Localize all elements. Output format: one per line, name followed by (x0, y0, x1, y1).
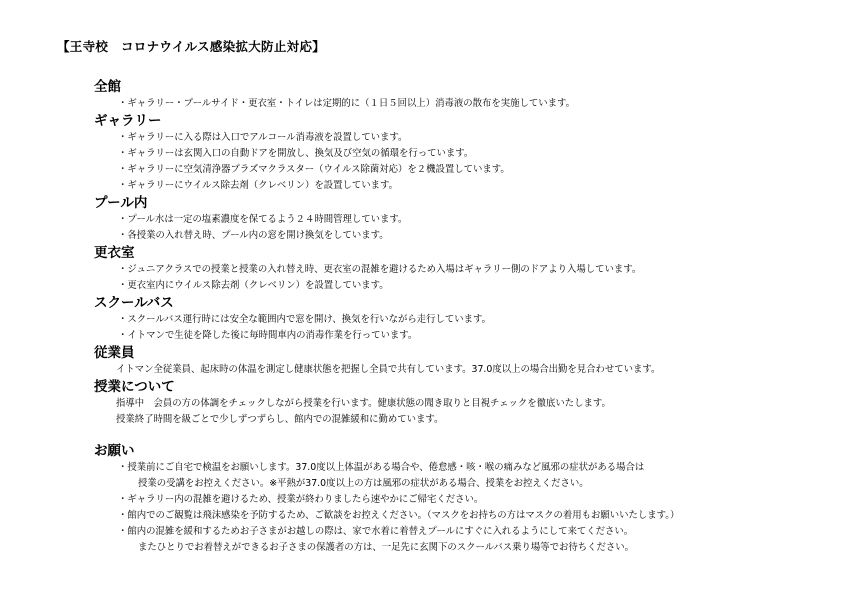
section-heading-locker: 更衣室 (94, 245, 135, 261)
list-item: ・ギャラリーに空気清浄器プラズマクラスター（ウイルス除菌対応）を２機設置しています。 (118, 164, 510, 175)
list-item: ・館内の混雑を緩和するためお子さまがお越しの際は、家で水着に着替えプールにすぐに入れるようにして来てください。 (118, 526, 634, 537)
document-body (94, 78, 834, 556)
section-heading-pool: プール内 (94, 195, 148, 211)
list-item-continuation: またひとりでお着替えができるお子さまの保護者の方は、一足先に玄関下のスクールバス乗り場等でお待ちください。 (138, 542, 635, 553)
list-item: ・ギャラリーにウイルス除去剤（クレベリン）を設置しています。 (118, 180, 398, 191)
document-title: 【王寺校 コロナウイルス感染拡大防止対応】 (57, 39, 326, 54)
list-item: ・授業前にご自宅で検温をお願いします。37.0度以上体温がある場合や、倦怠感・咳・喉の痛みなど風邪の症状がある場合は (118, 462, 645, 473)
list-item: ・各授業の入れ替え時、プール内の窓を開け換気をしています。 (118, 230, 389, 241)
list-item: ・ギャラリー内の混雑を避けるため、授業が終わりましたら速やかにご帰宅ください。 (118, 494, 484, 505)
list-item: ・更衣室内にウイルス除去剤（クレベリン）を設置しています。 (118, 280, 389, 291)
section-heading-staff: 従業員 (94, 345, 135, 361)
list-item: ・スクールバス運行時には安全な範囲内で窓を開け、換気を行いながら走行しています。 (118, 314, 492, 325)
section-heading-gallery: ギャラリー (94, 113, 162, 129)
section-heading-lessons: 授業について (94, 379, 175, 395)
list-item: ・ギャラリーは玄関入口の自動ドアを開放し、換気及び空気の循環を行っています。 (118, 148, 474, 159)
list-item-continuation: 授業の受講をお控えください。※平熱が37.0度以上の方は風邪の症状がある場合、授業をお控えください。 (138, 478, 589, 489)
list-item: ・ギャラリーに入る際は入口でアルコール消毒液を設置しています。 (118, 132, 408, 143)
lessons-line: 指導中 会員の方の体調をチェックしながら授業を行います。健康状態の聞き取りと目視チェックを徹底いたします。 (116, 398, 611, 409)
section-heading-requests: お願い (94, 443, 135, 459)
staff-text: イトマン全従業員、起床時の体温を測定し健康状態を把握し全員で共有しています。37.0度以上の場合出勤を見合わせています。 (116, 364, 661, 375)
section-spacer (94, 428, 834, 442)
list-item: ・ジュニアクラスでの授業と授業の入れ替え時、更衣室の混雑を避けるため入場はギャラリー側のドアより入場しています。 (118, 264, 642, 275)
list-item: ・プール水は一定の塩素濃度を保てるよう２４時間管理しています。 (118, 214, 408, 225)
list-item: ・イトマンで生徒を降した後に毎時間車内の消毒作業を行っています。 (118, 330, 418, 341)
lessons-line: 授業終了時間を級ごとで少しずつずらし、館内での混雑緩和に勤めています。 (116, 414, 444, 425)
list-item: ・ギャラリー・プールサイド・更衣室・トイレは定期的に（１日５回以上）消毒液の散布を実施しています。 (118, 98, 576, 109)
section-heading-bus: スクールバス (94, 295, 174, 311)
section-heading-all: 全館 (94, 79, 121, 95)
list-item: ・館内でのご観覧は飛沫感染を予防するため、ご歓談をお控えください。（マスクをお持ちの方はマスクの着用もお願いいたします。） (118, 510, 680, 521)
